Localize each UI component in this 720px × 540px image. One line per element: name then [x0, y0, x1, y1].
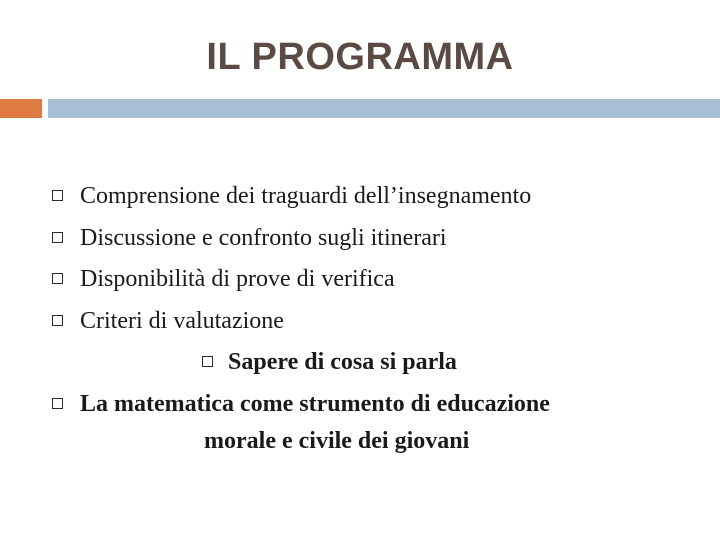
bullet-text-5-line2: morale e civile dei giovani [204, 428, 470, 454]
bullet-text-3: Disponibilità di prove di verifica [80, 266, 395, 292]
hollow-square-icon [52, 190, 63, 201]
accent-bar-orange [0, 99, 42, 118]
bullet-text-5-line1: La matematica come strumento di educazione [80, 391, 550, 417]
bullet-text-1: Comprensione dei traguardi dell’insegnamento [80, 183, 532, 209]
bullet-text-2: Discussione e confronto sugli itinerari [80, 225, 447, 251]
accent-bar-blue [48, 99, 720, 118]
hollow-square-icon [52, 398, 63, 409]
hollow-square-icon [52, 273, 63, 284]
hollow-square-icon [202, 356, 213, 367]
slide-title: IL PROGRAMMA [206, 36, 514, 78]
sub-bullet-text: Sapere di cosa si parla [228, 349, 457, 375]
hollow-square-icon [52, 232, 63, 243]
bullet-text-4: Criteri di valutazione [80, 308, 284, 334]
hollow-square-icon [52, 315, 63, 326]
